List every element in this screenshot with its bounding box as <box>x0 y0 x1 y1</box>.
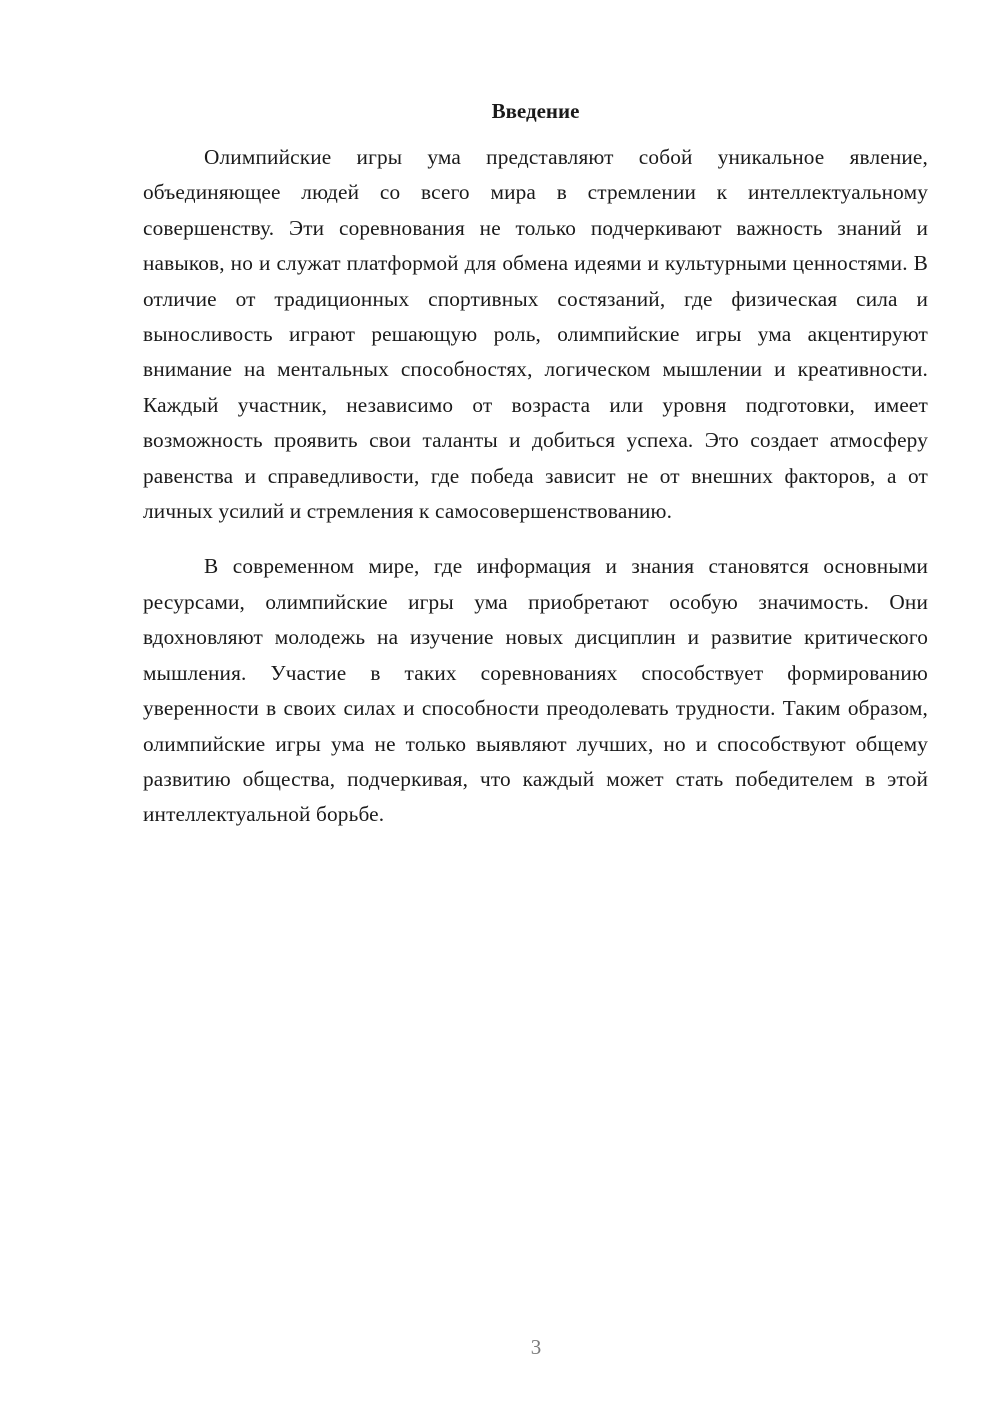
section-title: Введение <box>491 99 580 123</box>
page-number: 3 <box>530 1335 542 1359</box>
document-body <box>143 140 928 833</box>
paragraph-2: В современном мире, где информация и знания становятся основными ресурсами, олимпийские игры ума приобретают особую значимость. Они вдохновляют молодежь на изучение новых дисциплин и развитие критического мышления. Участие в таких соревнованиях способствует формированию уверенности в своих силах и способности преодолевать трудности. Таким образом, олимпийские игры ума не только выявляют лучших, но и способствуют общему развитию общества, подчеркивая, что каждый может стать победителем в этой интеллектуальной борьбе. <box>143 554 928 827</box>
paragraph-1: Олимпийские игры ума представляют собой уникальное явление, объединяющее людей со всего мира в стремлении к интеллектуальному совершенству. Эти соревнования не только подчеркивают важность знаний и навыков, но и служат платформой для обмена идеями и культурными ценностями. В отличие от традиционных спортивных состязаний, где физическая сила и выносливость играют решающую роль, олимпийские игры ума акцентируют внимание на ментальных способностях, логическом мышлении и креативности. Каждый участник, независимо от возраста или уровня подготовки, имеет возможность проявить свои таланты и добиться успеха. Это создает атмосферу равенства и справедливости, где победа зависит не от внешних факторов, а от личных усилий и стремления к самосовершенствованию. <box>143 145 928 524</box>
